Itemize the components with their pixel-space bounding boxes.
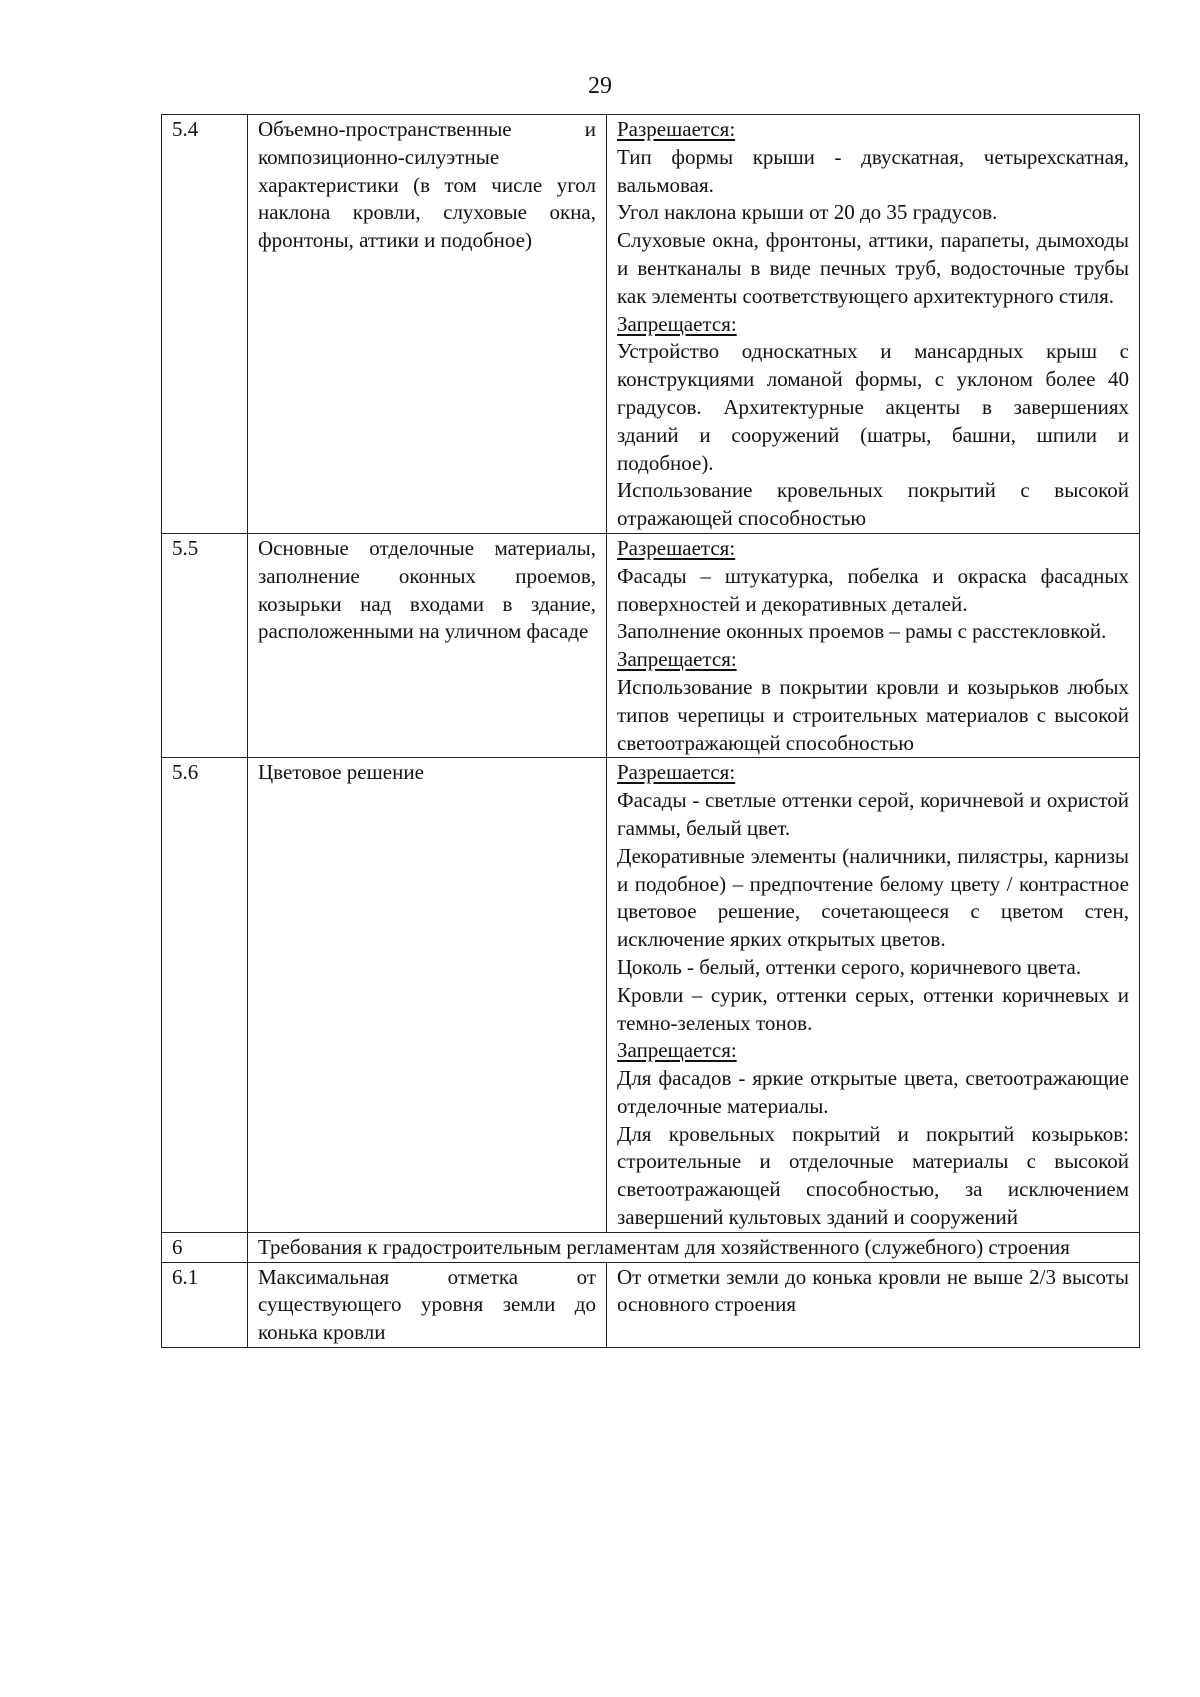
row-number: 5.4 [162, 115, 248, 534]
content-paragraph: Слуховые окна, фронтоны, аттики, парапеты, дымоходы и вентканалы в виде печных труб, водосточные трубы как элементы соответствующего архитектурного стиля. [617, 228, 1129, 308]
row-content [607, 1262, 1140, 1347]
forbidden-heading: Запрещается: [617, 1038, 737, 1063]
table-row [162, 115, 1140, 534]
content-paragraph: Цоколь - белый, оттенки серого, коричневого цвета. [617, 954, 1082, 979]
content-paragraph: Для кровельных покрытий и покрытий козырьков: строительные и отделочные материалы с высокой светоотражающей способностью, за исключением завершений культовых зданий и сооружений [617, 1121, 1129, 1230]
content-paragraph: Фасады - светлые оттенки серой, коричневой и охристой гаммы, белый цвет. [617, 788, 1129, 840]
table-row [162, 1232, 1140, 1262]
content-paragraph: От отметки земли до конька кровли не выше 2/3 высоты основного строения [617, 1264, 1129, 1317]
content-paragraph: Использование в покрытии кровли и козырьков любых типов черепицы и строительных материалов с высокой светоотражающей способностью [617, 674, 1129, 755]
content-paragraph: Кровли – сурик, оттенки серых, оттенки коричневых и темно-зеленых тонов. [617, 982, 1129, 1035]
row-number: 6.1 [162, 1262, 248, 1347]
row-label: Максимальная отметка от существующего уровня земли до конька кровли [248, 1262, 607, 1347]
allowed-heading: Разрешается: [617, 760, 736, 785]
allowed-heading: Разрешается: [617, 535, 736, 560]
table-row [162, 533, 1140, 757]
row-number: 5.5 [162, 533, 248, 757]
table-row [162, 1262, 1140, 1347]
content-paragraph: Для фасадов - яркие открытые цвета, светоотражающие отделочные материалы. [617, 1066, 1129, 1118]
content-paragraph: Использование кровельных покрытий с высокой отражающей способностью [617, 478, 1129, 531]
row-label: Объемно-пространственные и композиционно-силуэтные характеристики (в том числе угол наклона кровли, слуховые окна, фронтоны, аттики и подобное) [248, 115, 607, 534]
content-paragraph: Устройство односкатных и мансардных крыш с конструкциями ломаной формы, с уклоном более 40 градусов. Архитектурные акценты в завершениях зданий и сооружений (шатры, башни, шпили и подобное). [617, 339, 1129, 475]
table-row [162, 758, 1140, 1233]
content-paragraph: Фасады – штукатурка, побелка и окраска фасадных поверхностей и декоративных деталей. [617, 563, 1129, 616]
forbidden-heading: Запрещается: [617, 311, 737, 336]
row-label: Основные отделочные материалы, заполнение оконных проемов, козырьки над входами в здание, расположенными на уличном фасаде [248, 533, 607, 757]
page-number: 29 [588, 73, 612, 99]
content-paragraph: Заполнение оконных проемов – рамы с расстекловкой. [617, 619, 1107, 644]
row-number: 5.6 [162, 758, 248, 1233]
section-heading: Требования к градостроительным регламентам для хозяйственного (служебного) строения [248, 1232, 1140, 1262]
row-content [607, 758, 1140, 1233]
row-content [607, 115, 1140, 534]
forbidden-heading: Запрещается: [617, 647, 737, 672]
content-paragraph: Угол наклона крыши от 20 до 35 градусов. [617, 200, 998, 225]
allowed-heading: Разрешается: [617, 117, 736, 141]
row-number: 6 [162, 1232, 248, 1262]
content-paragraph: Тип формы крыши - двускатная, четырехскатная, вальмовая. [617, 144, 1129, 197]
row-label: Цветовое решение [248, 758, 607, 1233]
regulations-table [161, 114, 1140, 1348]
content-paragraph: Декоративные элементы (наличники, пилястры, карнизы и подобное) – предпочтение белому цвету / контрастное цветовое решение, сочетающееся с цветом стен, исключение ярких открытых цветов. [617, 843, 1129, 952]
row-content [607, 533, 1140, 757]
